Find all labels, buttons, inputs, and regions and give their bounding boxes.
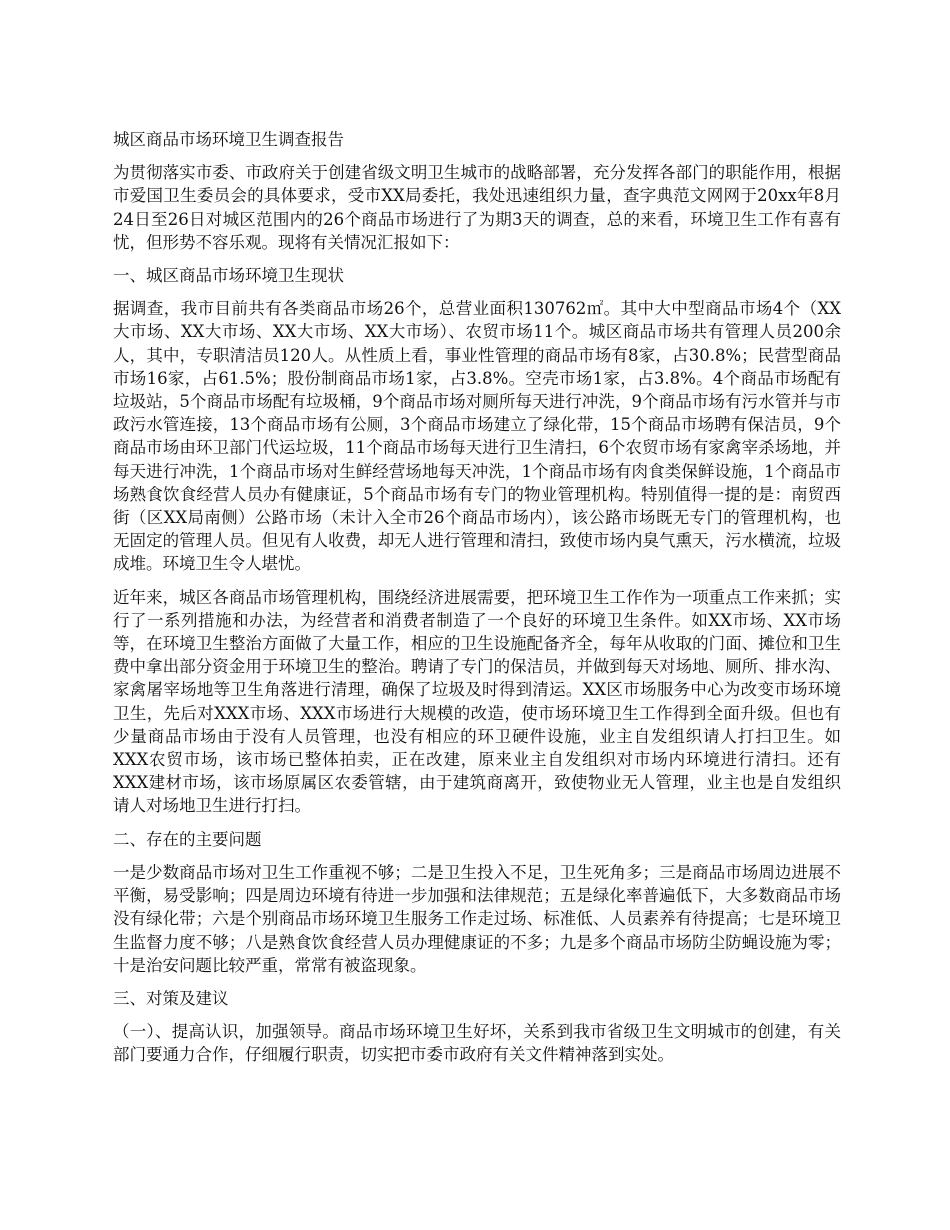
section-1-heading: 一、城区商品市场环境卫生现状: [113, 266, 344, 286]
section-1-paragraph-1: 据调查，我市目前共有各类商品市场26个，总营业面积130762㎡。其中大中型商品市场4个（XX大市场、XX大市场、XX大市场、XX大市场）、农贸市场11个。城区商品市场共有管理人员200余人，其中，专职清洁员120人。从性质上看，事业性管理的商品市场有8家，占30.8%；民营型商品市场16家，占61.5%；股份制商品市场1家，占3.8%。空壳市场1家，占3.8%。4个商品市场配有垃圾站，5个商品市场配有垃圾桶，9个商品市场对厕所每天进行冲洗，9个商品市场有污水管并与市政污水管连接，13个商品市场有公厕，3个商品市场建立了绿化带，15个商品市场聘有保洁员，9个商品市场由环卫部门代运垃圾，11个商品市场每天进行卫生清扫，6个农贸市场有家禽宰杀场地，并每天进行冲洗，1个商品市场对生鲜经营场地每天冲洗，1个商品市场有肉食类保鲜设施，1个商品市场熟食饮食经营人员办有健康证，5个商品市场有专门的物业管理机构。特别值得一提的是：南贸西街（区XX局南侧）公路市场（未计入全市26个商品市场内），该公路市场既无专门的管理机构，也无固定的管理人员。但见有人收费，却无人进行管理和清扫，致使市场内臭气熏天，污水横流，垃圾成堆。环境卫生令人堪忧。: [113, 299, 841, 574]
document-title: 城区商品市场环境卫生调查报告: [113, 130, 344, 149]
section-1-paragraph-2: 近年来，城区各商品市场管理机构，围绕经济进展需要，把环境卫生工作作为一项重点工作来抓；实行了一系列措施和办法，为经营者和消费者制造了一个良好的环境卫生条件。如XX市场、XX市场等，在环境卫生整治方面做了大量工作，相应的卫生设施配备齐全，每年从收取的门面、摊位和卫生费中拿出部分资金用于环境卫生的整治。聘请了专门的保洁员，并做到每天对场地、厕所、排水沟、家禽屠宰场地等卫生角落进行清理，确保了垃圾及时得到清运。XX区市场服务中心为改变市场环境卫生，先后对XXX市场、XXX市场进行大规模的改造，使市场环境卫生工作得到全面升级。但也有少量商品市场由于没有人员管理，也没有相应的环卫硬件设施，业主自发组织请人打扫卫生。如XXX农贸市场，该市场已整体拍卖，正在改建，原来业主自发组织对市场内环境进行清扫。还有XXX建材市场，该市场原属区农委管辖，由于建筑商离开，致使物业无人管理，业主也是自发组织请人对场地卫生进行打扫。: [113, 587, 841, 816]
section-2-heading: 二、存在的主要问题: [113, 829, 262, 849]
section-2-paragraph: 一是少数商品市场对卫生工作重视不够；二是卫生投入不足，卫生死角多；三是商品市场周边进展不平衡，易受影响；四是周边环境有待进一步加强和法律规范；五是绿化率普遍低下，大多数商品市场没有绿化带；六是个别商品市场环境卫生服务工作走过场、标准低、人员素养有待提高；七是环境卫生监督力度不够；八是熟食饮食经营人员办理健康证的不多；九是多个商品市场防尘防蝇设施为零；十是治安问题比较严重，常常有被盗现象。: [113, 862, 841, 975]
section-3-paragraph-1: （一）、提高认识，加强领导。商品市场环境卫生好坏，关系到我市省级卫生文明城市的创建，有关部门要通力合作，仔细履行职责，切实把市委市政府有关文件精神落到实处。: [113, 1022, 841, 1065]
document-page: [113, 118, 841, 1077]
section-3-heading: 三、对策及建议: [113, 988, 229, 1008]
intro-paragraph: 为贯彻落实市委、市政府关于创建省级文明卫生城市的战略部署，充分发挥各部门的职能作用，根据市爱国卫生委员会的具体要求，受市XX局委托，我处迅速组织力量，查字典范文网网于20xx年8月24日至26日对城区范围内的26个商品市场进行了为期3天的调查，总的来看，环境卫生工作有喜有忧，但形势不容乐观。现将有关情况汇报如下：: [113, 163, 841, 252]
